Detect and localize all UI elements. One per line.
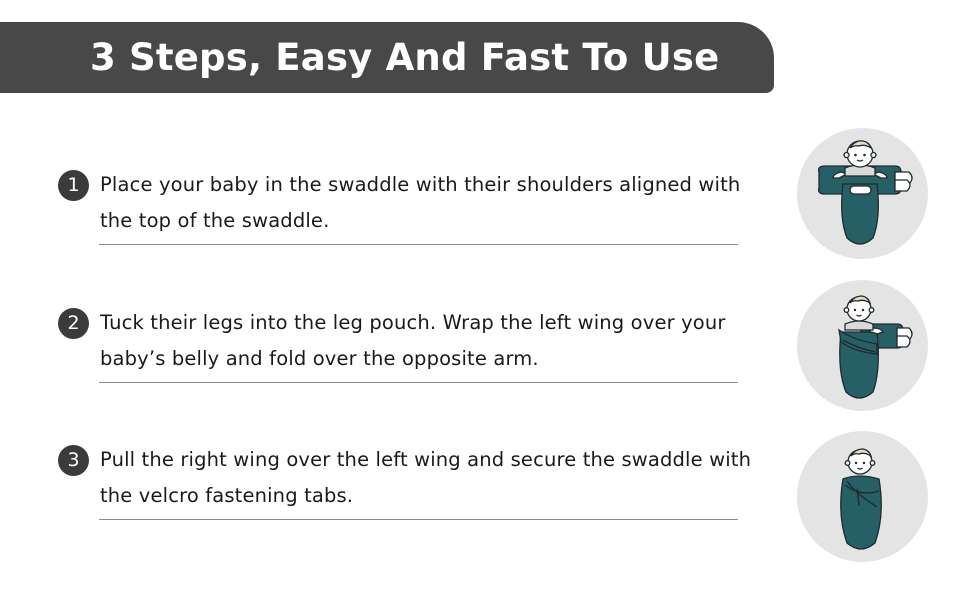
baby-swaddle-open-icon	[797, 128, 928, 259]
baby-swaddle-wrapped-icon	[797, 431, 928, 562]
baby-swaddle-half-wrapped-icon	[797, 280, 928, 411]
step-number-badge: 2	[58, 308, 89, 339]
divider	[99, 244, 738, 245]
page-title: 3 Steps, Easy And Fast To Use	[90, 36, 720, 79]
divider	[99, 382, 738, 383]
step-instruction: Tuck their legs into the leg pouch. Wrap the left wing over your baby’s belly and fold over the opposite arm.	[100, 311, 726, 370]
step-number-badge: 3	[58, 445, 89, 476]
step-instruction: Pull the right wing over the left wing and secure the swaddle with the velcro fastening tabs.	[100, 448, 752, 507]
step-number-badge: 1	[58, 170, 89, 201]
step-instruction: Place your baby in the swaddle with their shoulders aligned with the top of the swaddle.	[100, 173, 741, 232]
divider	[99, 519, 738, 520]
header-banner	[0, 22, 774, 93]
